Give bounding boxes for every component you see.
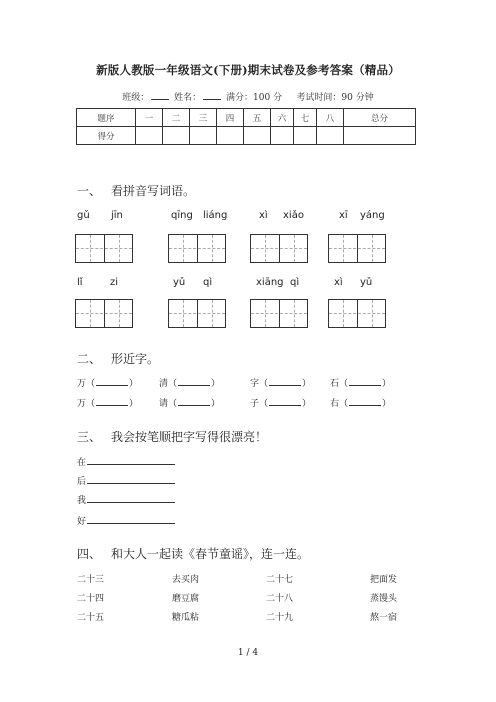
char: 清 bbox=[159, 379, 169, 389]
score-cell: 六 bbox=[271, 109, 294, 127]
writing-box[interactable] bbox=[250, 234, 308, 263]
stroke-order-line bbox=[77, 474, 175, 487]
char: 右 bbox=[330, 399, 340, 409]
score-cell: 总分 bbox=[344, 109, 416, 127]
section-4-heading bbox=[77, 545, 309, 562]
match-item[interactable]: 蒸馒头 bbox=[370, 594, 398, 604]
writing-box[interactable] bbox=[328, 299, 386, 328]
char: 石 bbox=[330, 379, 340, 389]
char: 在 bbox=[77, 458, 87, 468]
char: 请 bbox=[159, 399, 169, 409]
section-title: 我会按笔顺把字写得很漂亮！ bbox=[111, 430, 268, 444]
stroke-order-line bbox=[77, 455, 175, 468]
pinyin: xiǎo bbox=[283, 210, 304, 221]
name-label: 姓名： bbox=[174, 93, 202, 103]
writing-box[interactable] bbox=[328, 234, 386, 263]
pinyin: qì bbox=[290, 277, 300, 288]
pinyin: xì bbox=[259, 210, 268, 221]
similar-char-item: 万（ ） bbox=[77, 399, 139, 409]
writing-box[interactable] bbox=[75, 234, 133, 263]
score-table bbox=[76, 108, 416, 145]
section-1-heading bbox=[77, 182, 195, 199]
similar-char-item: 万（ ） bbox=[77, 379, 139, 389]
writing-box[interactable] bbox=[250, 299, 308, 328]
similar-char-item: 字（ ） bbox=[250, 379, 312, 389]
pinyin: zi bbox=[110, 277, 119, 288]
pinyin: xì bbox=[334, 277, 343, 288]
match-item[interactable]: 糖瓜粘 bbox=[172, 613, 200, 623]
match-item[interactable]: 去买肉 bbox=[172, 575, 200, 585]
char: 字 bbox=[250, 379, 260, 389]
answer-blank[interactable] bbox=[178, 377, 210, 386]
stroke-order-line bbox=[77, 493, 175, 506]
answer-blank[interactable] bbox=[269, 377, 301, 386]
writing-line[interactable] bbox=[87, 475, 175, 484]
answer-blank[interactable] bbox=[96, 397, 128, 406]
answer-blank[interactable] bbox=[96, 377, 128, 386]
section-title: 形近字。 bbox=[111, 352, 160, 366]
class-blank[interactable] bbox=[151, 90, 169, 100]
score-cell: 五 bbox=[244, 109, 271, 127]
similar-char-item: 请（ ） bbox=[159, 399, 221, 409]
answer-blank[interactable] bbox=[349, 377, 381, 386]
char: 我 bbox=[77, 496, 87, 506]
stroke-order-line bbox=[77, 514, 175, 527]
pinyin: xī bbox=[339, 210, 348, 221]
name-blank[interactable] bbox=[203, 90, 221, 100]
char: 后 bbox=[77, 477, 87, 487]
score-input-cell[interactable] bbox=[163, 127, 190, 145]
score-header-row bbox=[77, 109, 416, 127]
full-score: 满分：100 分 bbox=[226, 93, 283, 103]
score-cell: 八 bbox=[317, 109, 344, 127]
score-cell: 题序 bbox=[77, 109, 136, 127]
score-input-cell[interactable] bbox=[294, 127, 317, 145]
score-value-row bbox=[77, 127, 416, 145]
pinyin: qì bbox=[203, 277, 213, 288]
score-input-cell[interactable] bbox=[244, 127, 271, 145]
section-title: 和大人一起读《春节童谣》，连一连。 bbox=[111, 547, 310, 561]
section-2-heading bbox=[77, 350, 159, 367]
section-number: 一、 bbox=[77, 184, 102, 198]
section-3-heading bbox=[77, 428, 267, 445]
score-cell: 四 bbox=[217, 109, 244, 127]
match-item[interactable]: 二十七 bbox=[266, 575, 294, 585]
score-input-cell[interactable] bbox=[271, 127, 294, 145]
score-cell: 得分 bbox=[77, 127, 136, 145]
writing-line[interactable] bbox=[87, 456, 175, 465]
match-item[interactable]: 二十九 bbox=[266, 613, 294, 623]
score-input-cell[interactable] bbox=[136, 127, 163, 145]
score-cell: 一 bbox=[136, 109, 163, 127]
score-cell: 三 bbox=[190, 109, 217, 127]
answer-blank[interactable] bbox=[178, 397, 210, 406]
pinyin: yǔ bbox=[173, 277, 186, 288]
similar-char-item: 清（ ） bbox=[159, 379, 221, 389]
match-item[interactable]: 磨豆腐 bbox=[172, 594, 200, 604]
writing-line[interactable] bbox=[87, 494, 175, 503]
match-item[interactable]: 二十五 bbox=[77, 613, 105, 623]
match-item[interactable]: 熬一宿 bbox=[370, 613, 398, 623]
pinyin: xiāng bbox=[256, 277, 284, 288]
exam-time: 考试时间：90 分钟 bbox=[296, 93, 374, 103]
char: 万 bbox=[77, 399, 87, 409]
pinyin: lǐ bbox=[77, 277, 83, 288]
section-number: 三、 bbox=[77, 430, 102, 444]
writing-box[interactable] bbox=[168, 234, 226, 263]
char: 好 bbox=[77, 517, 87, 527]
section-number: 二、 bbox=[77, 352, 102, 366]
section-title: 看拼音写词语。 bbox=[111, 184, 196, 198]
match-item[interactable]: 二十四 bbox=[77, 594, 105, 604]
score-input-cell[interactable] bbox=[317, 127, 344, 145]
score-input-cell[interactable] bbox=[344, 127, 416, 145]
class-label: 班级： bbox=[122, 93, 150, 103]
score-cell: 七 bbox=[294, 109, 317, 127]
score-input-cell[interactable] bbox=[217, 127, 244, 145]
page-title: 新版人教版一年级语文(下册)期末试卷及参考答案（精品） bbox=[96, 63, 400, 77]
answer-blank[interactable] bbox=[349, 397, 381, 406]
pinyin: yǔ bbox=[360, 277, 373, 288]
pinyin: gǔ bbox=[77, 210, 90, 221]
pinyin: yáng bbox=[360, 210, 385, 221]
score-input-cell[interactable] bbox=[190, 127, 217, 145]
score-cell: 二 bbox=[163, 109, 190, 127]
match-item[interactable]: 二十八 bbox=[266, 594, 294, 604]
writing-box[interactable] bbox=[168, 299, 226, 328]
writing-box[interactable] bbox=[75, 299, 133, 328]
similar-char-item: 右（ ） bbox=[330, 399, 392, 409]
char: 万 bbox=[77, 379, 87, 389]
match-item[interactable]: 二十三 bbox=[77, 575, 105, 585]
char: 子 bbox=[250, 399, 260, 409]
pinyin: qīng bbox=[171, 210, 193, 221]
answer-blank[interactable] bbox=[269, 397, 301, 406]
section-number: 四、 bbox=[77, 547, 102, 561]
page-number: 1 / 4 bbox=[237, 648, 259, 658]
pinyin: jīn bbox=[111, 210, 123, 221]
similar-char-item: 子（ ） bbox=[250, 399, 312, 409]
exam-info bbox=[0, 90, 496, 103]
writing-line[interactable] bbox=[87, 515, 175, 524]
match-item[interactable]: 把面发 bbox=[370, 575, 398, 585]
similar-char-item: 石（ ） bbox=[330, 379, 392, 389]
pinyin: liáng bbox=[203, 210, 228, 221]
